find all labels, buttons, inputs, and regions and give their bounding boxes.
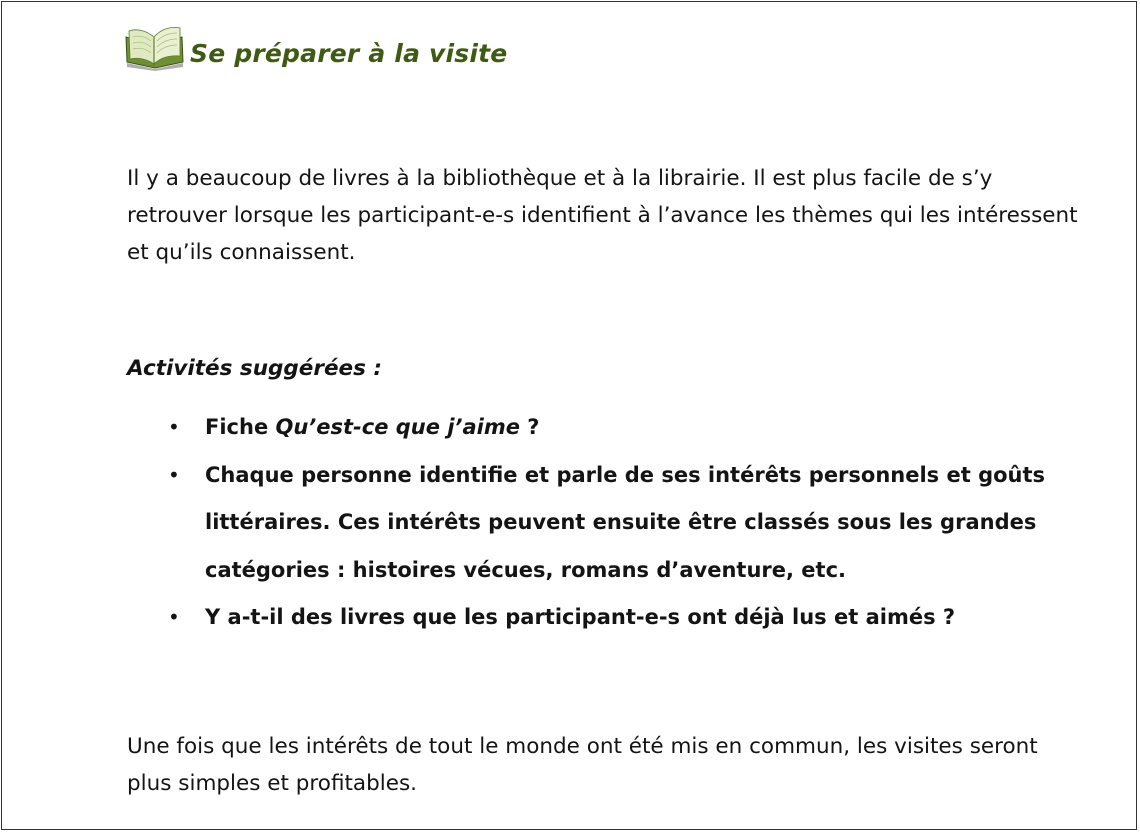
activities-list [168,404,1085,642]
bullet-marker: • [168,415,180,439]
list-item [168,594,1085,642]
list-item [168,452,1085,595]
page-title: Se préparer à la visite [190,38,508,68]
list-item-suffix: ? [519,415,540,439]
open-book-icon [125,25,185,71]
list-item-text: Chaque personne identifie et parle de ses intérêts personnels et goûts littéraires. Ces intérêts peuvent ensuite être classés sous les grandes catégories : histoires vécues, romans d’aventure, etc. [205,462,1046,582]
list-item-prefix: Fiche [205,415,276,439]
section-header [125,26,507,74]
bullet-marker: • [168,605,180,629]
list-item [168,404,1085,452]
list-item-text: Y a-t-il des livres que les participant-e-s ont déjà lus et aimés ? [205,605,956,629]
intro-paragraph: Il y a beaucoup de livres à la bibliothèque et à la librairie. Il est plus facile de s’y retrouver lorsque les participant-e-s identifient à l’avance les thèmes qui les intéressent et qu’ils connaissent. [127,166,1078,265]
list-item-emphasis: Qu’est-ce que j’aime [275,415,520,439]
outro-paragraph: Une fois que les intérêts de tout le monde ont été mis en commun, les visites seront plus simples et profitables. [127,734,1038,796]
activities-heading: Activités suggérées : [127,356,383,381]
bullet-marker: • [168,462,180,487]
